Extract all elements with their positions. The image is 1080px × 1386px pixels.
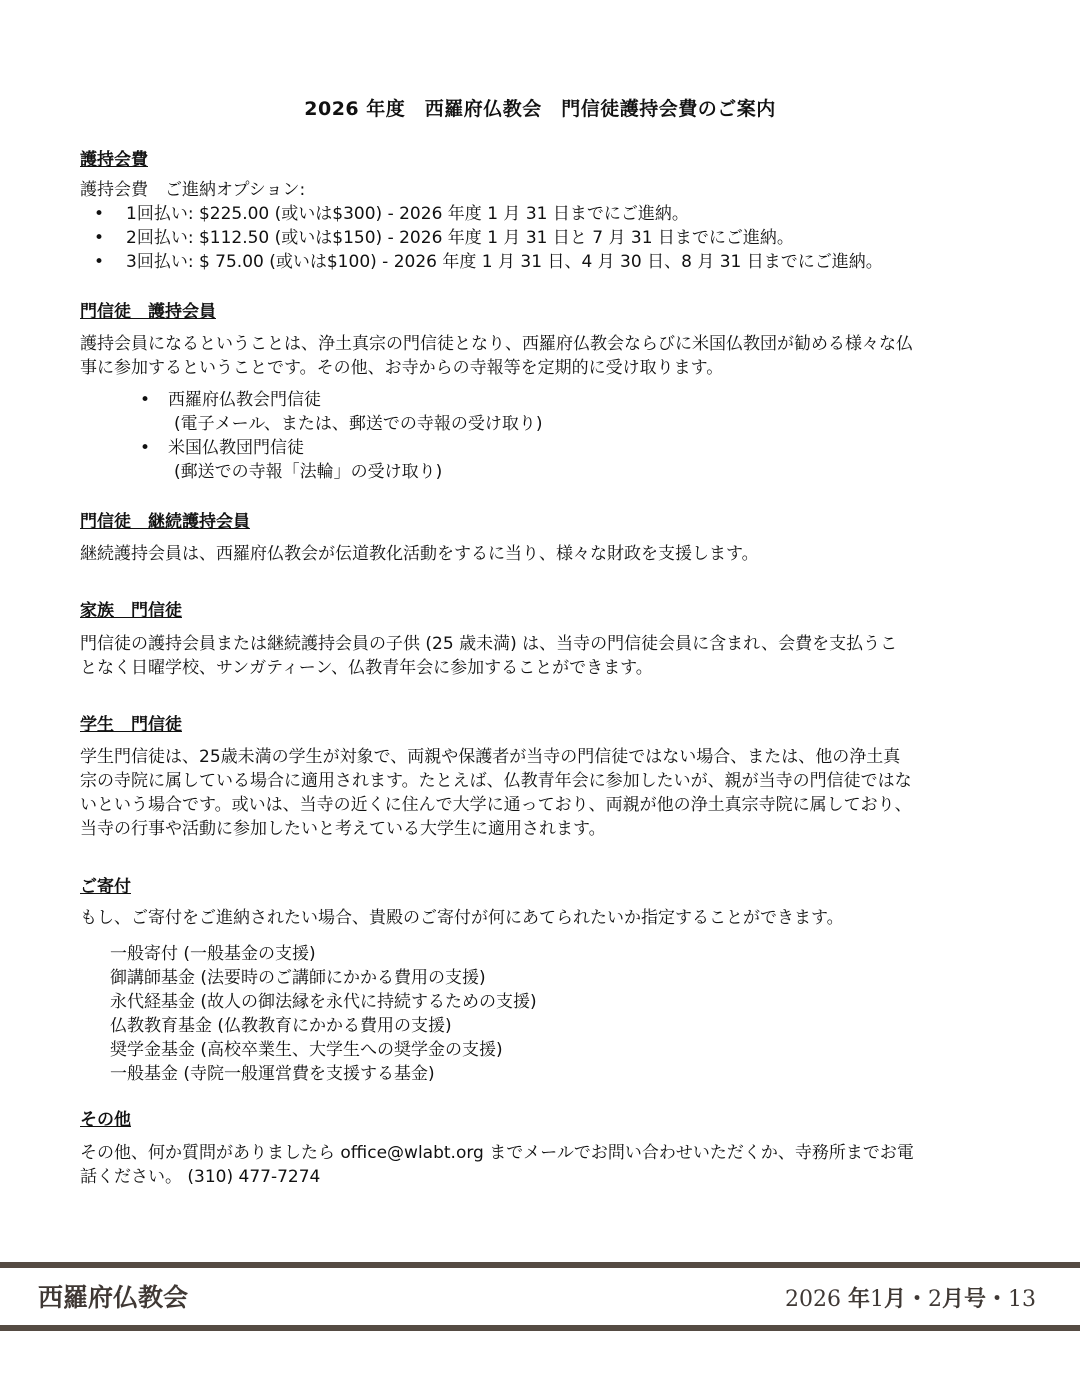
footer-text: 月・ (883, 1287, 928, 1312)
fund-item: 奨学金基金 (高校卒業生、大学生への奨学金の支援) (110, 1040, 503, 1060)
fund-item: 一般基金 (寺院一般運営費を支援する基金) (110, 1064, 435, 1084)
section-heading: 家族 門信徒 (80, 601, 182, 621)
list-item: • 1回払い: $225.00 (或いは$300) - 2026 年度 1 月 31 日までにご進納。 (80, 202, 1000, 226)
footer-org-name: 西羅府仏教会 (38, 1283, 189, 1312)
section-other (80, 1108, 1000, 1189)
paragraph-line: 事に参加するということです。その他、お寺からの寺報等を定期的に受け取ります。 (80, 358, 724, 378)
footer-month: 1 (869, 1287, 884, 1312)
paragraph-line: 護持会員になるということは、浄土真宗の門信徒となり、西羅府仏教会ならびに米国仏教団が勧める様々な仏 (80, 334, 913, 354)
fund-item: 永代経基金 (故人の御法縁を永代に持続するための支援) (110, 992, 537, 1012)
list-item: • 西羅府仏教会門信徒 (80, 388, 1000, 412)
paragraph-text: その他、何か質問がありましたら (80, 1143, 341, 1163)
paragraph-line: 継続護持会員は、西羅府仏教会が伝道教化活動をするに当り、様々な財政を支援します。 (80, 544, 759, 564)
list-item-note: (郵送での寺報「法輪」の受け取り) (174, 462, 443, 482)
list-item: • 2回払い: $112.50 (或いは$150) - 2026 年度 1 月 31 日と 7 月 31 日までにご進納。 (80, 226, 1000, 250)
paragraph-line: もし、ご寄付をご進納されたい場合、貴殿のご寄付が何にあてられたいか指定することができます。 (80, 908, 844, 928)
list-item-note: (電子メール、または、郵送での寺報の受け取り) (174, 414, 543, 434)
email-link[interactable]: office@wlabt.org (340, 1143, 484, 1163)
fund-item: 一般寄付 (一般基金の支援) (110, 944, 316, 964)
footer-year: 2026 (784, 1287, 848, 1312)
section-sustaining (80, 510, 1000, 566)
paragraph-line: 宗の寺院に属している場合に適用されます。たとえば、仏教青年会に参加したいが、親が当寺の門信徒ではな (80, 771, 912, 791)
section-heading: 門信徒 護持会員 (80, 302, 216, 322)
fund-item: 仏教教育基金 (仏教教育にかかる費用の支援) (110, 1016, 452, 1036)
section-heading: その他 (80, 1110, 131, 1130)
paragraph-line: 門信徒の護持会員または継続護持会員の子供 (25 歳未満) は、当寺の門信徒会員に含まれ、会費を支払うこ (80, 634, 898, 654)
footer-issue (785, 1282, 1036, 1313)
footer-month: 2 (927, 1287, 942, 1312)
paragraph-text: までメールでお問い合わせいただくか、寺務所までお電 (483, 1143, 914, 1163)
paragraph-line: いという場合です。或いは、当寺の近くに住んで大学に通っており、両親が他の浄土真宗寺院に属しており、 (80, 795, 912, 815)
page-number: 13 (1008, 1287, 1036, 1312)
list-item: • 3回払い: $ 75.00 (或いは$100) - 2026 年度 1 月 31 日、4 月 30 日、8 月 31 日までにご進納。 (80, 250, 1000, 274)
paragraph-line: 学生門信徒は、25歳未満の学生が対象で、両親や保護者が当寺の門信徒ではない場合、または、他の浄土真 (80, 747, 901, 767)
paragraph-line: 話ください。 (310) 477-7274 (80, 1167, 321, 1187)
section-family (80, 599, 1000, 680)
page-title: 2026 年度 西羅府仏教会 門信徒護持会費のご案内 (304, 98, 776, 120)
paragraph-line: となく日曜学校、サンガティーン、仏教青年会に参加することができます。 (80, 658, 653, 678)
section-heading: 護持会費 (80, 150, 148, 170)
fund-item: 御講師基金 (法要時のご講師にかかる費用の支援) (110, 968, 486, 988)
footer-bottom-rule (0, 1325, 1080, 1331)
section-student (80, 713, 1000, 841)
section-heading: 学生 門信徒 (80, 715, 182, 735)
list-item: • 米国仏教団門信徒 (80, 436, 1000, 460)
footer-text: 年 (847, 1287, 870, 1312)
section-member (80, 300, 1000, 484)
footer-top-rule (0, 1262, 1080, 1268)
section-heading: ご寄付 (80, 877, 131, 897)
section-dues (80, 148, 1000, 274)
paragraph-line: 当寺の行事や活動に参加したいと考えている大学生に適用されます。 (80, 819, 606, 839)
section-donation (80, 875, 1000, 1086)
dues-intro: 護持会費 ご進納オプション: (80, 180, 306, 200)
footer-text: 月号・ (941, 1287, 1008, 1312)
section-heading: 門信徒 継続護持会員 (80, 512, 250, 532)
